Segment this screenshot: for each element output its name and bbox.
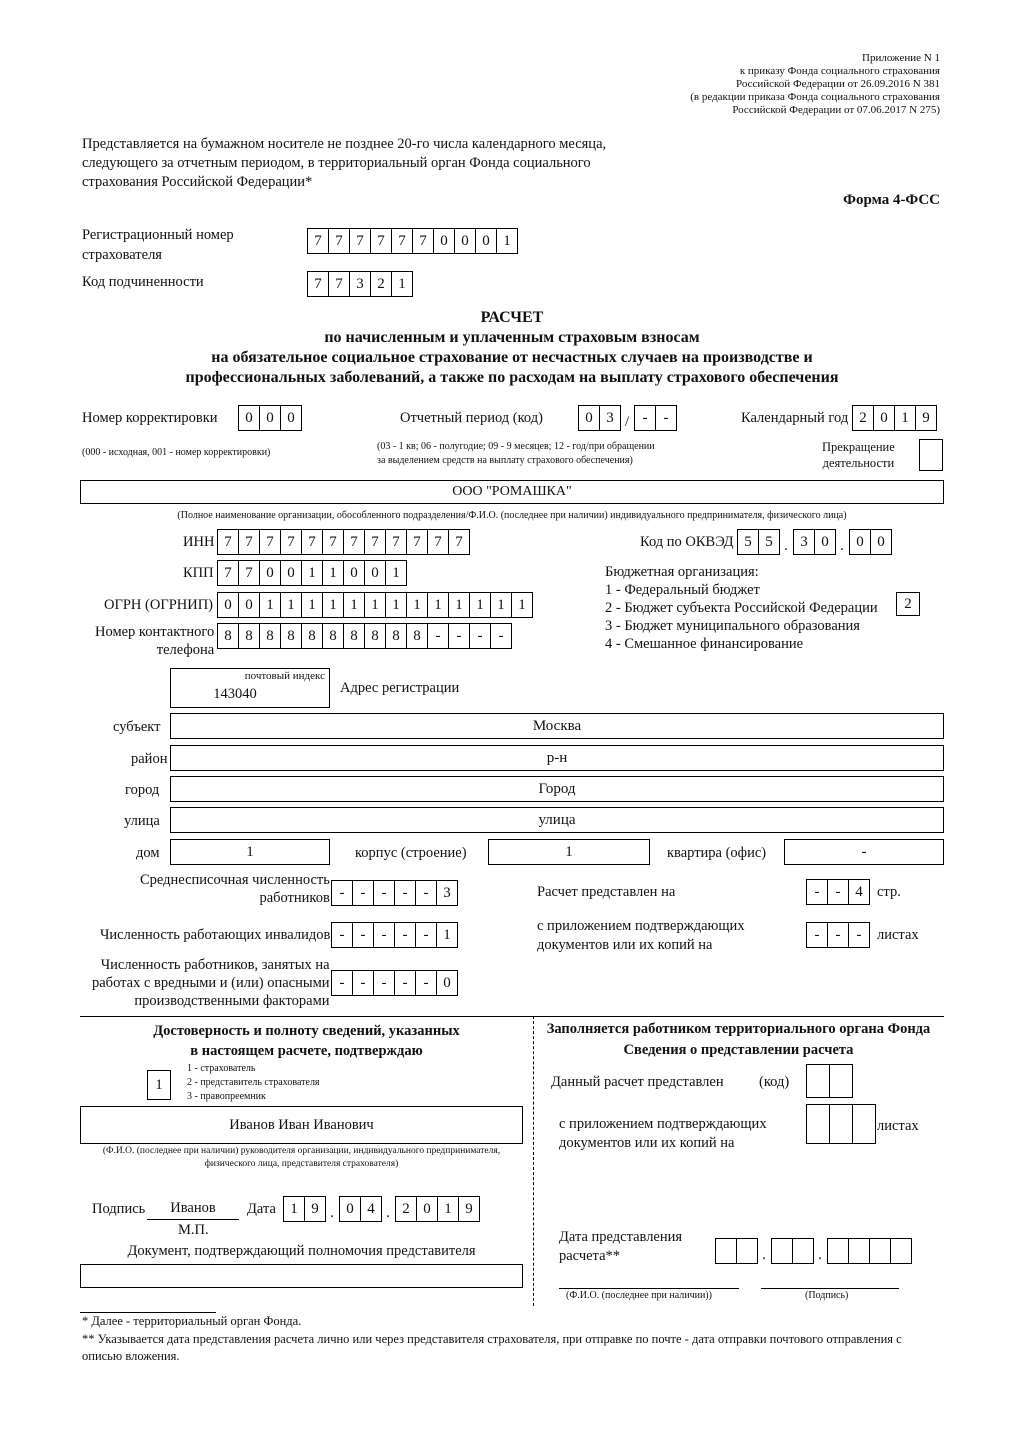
pages-label: Расчет представлен на <box>537 884 676 900</box>
digit-cell[interactable]: 1 <box>301 592 323 618</box>
digit-cell[interactable]: 7 <box>280 529 302 555</box>
appendix-line: к приказу Фонда социального страхования <box>739 65 940 77</box>
digit-cell[interactable] <box>792 1238 814 1264</box>
fund-attach-line: документов или их копий на <box>559 1135 735 1151</box>
signer-fio-field[interactable]: Иванов Иван Иванович <box>80 1106 523 1144</box>
signature-field[interactable]: Иванов <box>147 1200 239 1220</box>
digit-cell[interactable]: 1 <box>322 560 344 586</box>
digit-cell[interactable]: 7 <box>343 529 365 555</box>
district-field[interactable]: р-н <box>170 745 944 771</box>
attach-field[interactable] <box>806 922 869 948</box>
doc-field[interactable] <box>80 1264 523 1288</box>
digit-cell[interactable]: 0 <box>259 560 281 586</box>
fund-attach-label <box>559 1115 767 1153</box>
pages-unit: стр. <box>877 884 901 900</box>
digit-cell[interactable]: - <box>373 970 395 996</box>
separator: . <box>762 1247 766 1263</box>
digit-cell[interactable]: 1 <box>448 592 470 618</box>
fund-attach-cell[interactable] <box>829 1104 853 1144</box>
house-label: дом <box>136 845 160 861</box>
digit-cell[interactable]: 7 <box>328 228 350 254</box>
flat-field[interactable]: - <box>784 839 944 865</box>
digit-cell[interactable] <box>715 1238 737 1264</box>
digit-cell[interactable]: 5 <box>737 529 759 555</box>
budget-option: 3 - Бюджет муниципального образования <box>605 618 860 634</box>
digit-cell[interactable] <box>736 1238 758 1264</box>
digit-cell[interactable]: - <box>806 879 828 905</box>
digit-cell[interactable]: - <box>634 405 656 431</box>
digit-cell[interactable]: 7 <box>238 560 260 586</box>
confirm-type-options <box>187 1062 320 1104</box>
digit-cell[interactable]: 7 <box>427 529 449 555</box>
fio-note-line: (Ф.И.О. (последнее при наличии) руководителя организации, индивидуального предпринимателя, <box>102 1146 501 1156</box>
document-title <box>0 308 1024 388</box>
digit-cell[interactable]: 1 <box>511 592 533 618</box>
digit-cell[interactable]: - <box>394 880 416 906</box>
attach-label <box>537 917 745 955</box>
digit-cell[interactable]: 0 <box>339 1196 361 1222</box>
postal-code-field[interactable] <box>170 668 330 708</box>
footnote-1: * Далее - территориальный орган Фонда. <box>82 1314 302 1328</box>
digit-cell[interactable]: 8 <box>322 623 344 649</box>
fund-code-cell[interactable] <box>829 1064 853 1098</box>
avg-staff-label <box>140 871 330 907</box>
digit-cell[interactable] <box>869 1238 891 1264</box>
digit-cell[interactable]: 1 <box>364 592 386 618</box>
digit-cell[interactable]: 0 <box>475 228 497 254</box>
digit-cell[interactable]: 8 <box>217 623 239 649</box>
period-note-line: за выделением средств на выплату страхового обеспечения) <box>377 455 633 466</box>
intro-line: страхования Российской Федерации* <box>82 174 313 190</box>
phone-label <box>95 623 214 659</box>
digit-cell[interactable]: 0 <box>873 405 895 431</box>
digit-cell[interactable]: 1 <box>322 592 344 618</box>
budget-title: Бюджетная организация: <box>605 564 759 580</box>
fund-presented-label: Данный расчет представлен <box>551 1074 724 1090</box>
digit-cell[interactable]: 3 <box>599 405 621 431</box>
digit-cell[interactable]: 7 <box>217 560 239 586</box>
appendix-line: Российской Федерации от 07.06.2017 N 275) <box>732 104 940 116</box>
digit-cell[interactable]: 8 <box>301 623 323 649</box>
period-note-line: (03 - 1 кв; 06 - полугодие; 09 - 9 месяцев; 12 - год/при обращении <box>377 441 655 452</box>
digit-cell[interactable]: 7 <box>370 228 392 254</box>
digit-cell[interactable]: - <box>490 623 512 649</box>
confirm-option: 2 - представитель страхователя <box>187 1077 320 1088</box>
digit-cell[interactable]: 0 <box>280 405 302 431</box>
digit-cell[interactable]: - <box>373 922 395 948</box>
digit-cell[interactable]: 0 <box>238 405 260 431</box>
digit-cell[interactable]: 7 <box>301 529 323 555</box>
fund-date-line: расчета** <box>559 1248 621 1264</box>
digit-cell[interactable]: - <box>331 880 353 906</box>
fund-attach-cell[interactable] <box>852 1104 876 1144</box>
digit-cell[interactable]: - <box>448 623 470 649</box>
intro-line: следующего за отчетным периодом, в территориальный орган Фонда социального <box>82 155 591 171</box>
separator: / <box>624 414 630 430</box>
digit-cell[interactable]: 1 <box>343 592 365 618</box>
fund-code-label: (код) <box>759 1074 790 1090</box>
period-label: Отчетный период (код) <box>400 410 543 426</box>
confirm-option: 1 - страхователь <box>187 1063 256 1074</box>
confirm-type-field[interactable]: 1 <box>147 1070 171 1100</box>
digit-cell[interactable]: 1 <box>469 592 491 618</box>
digit-cell[interactable]: 1 <box>259 592 281 618</box>
ogrn-label: ОГРН (ОГРНИП) <box>104 597 214 613</box>
digit-cell[interactable]: 7 <box>391 228 413 254</box>
digit-cell[interactable]: 3 <box>793 529 815 555</box>
phone-label-line: телефона <box>156 642 215 658</box>
footnote-divider <box>80 1312 216 1313</box>
termination-checkbox[interactable] <box>919 439 943 471</box>
budget-option: 4 - Смешанное финансирование <box>605 636 804 652</box>
digit-cell[interactable]: 9 <box>458 1196 480 1222</box>
digit-cell[interactable]: - <box>806 922 828 948</box>
digit-cell[interactable]: - <box>373 880 395 906</box>
phone-field[interactable] <box>217 623 511 649</box>
digit-cell[interactable] <box>890 1238 912 1264</box>
appendix-line: Приложение N 1 <box>862 52 940 64</box>
digit-cell[interactable]: 5 <box>758 529 780 555</box>
digit-cell[interactable]: 1 <box>385 592 407 618</box>
fund-fio-line <box>559 1288 739 1289</box>
digit-cell[interactable]: 9 <box>915 405 937 431</box>
budget-option: 2 - Бюджет субъекта Российской Федерации <box>605 600 878 616</box>
digit-cell[interactable]: 0 <box>217 592 239 618</box>
phone-label-line: Номер контактного <box>95 624 215 640</box>
confirm-title-line: Достоверность и полноту сведений, указанных <box>153 1023 460 1039</box>
fund-date-field[interactable] <box>715 1238 911 1264</box>
digit-cell[interactable]: 7 <box>385 529 407 555</box>
district-label: район <box>131 751 168 767</box>
subject-field[interactable]: Москва <box>170 713 944 739</box>
intro-text <box>82 135 606 192</box>
building-label: корпус (строение) <box>355 845 467 861</box>
fund-title <box>533 1019 944 1061</box>
digit-cell[interactable]: 2 <box>852 405 874 431</box>
fund-title-line: Сведения о представлении расчета <box>623 1042 854 1058</box>
digit-cell[interactable]: 1 <box>280 592 302 618</box>
digit-cell[interactable]: 2 <box>395 1196 417 1222</box>
digit-cell[interactable]: - <box>352 970 374 996</box>
avg-staff-label-line: Среднесписочная численность <box>140 872 330 888</box>
attach-unit: листах <box>877 927 919 943</box>
digit-cell[interactable]: 0 <box>578 405 600 431</box>
reg-number-field[interactable] <box>307 228 517 254</box>
reg-label-line: Регистрационный номер <box>82 227 234 243</box>
fund-code-cell[interactable] <box>806 1064 830 1098</box>
separator: . <box>840 538 844 554</box>
street-label: улица <box>124 813 160 829</box>
digit-cell[interactable]: - <box>415 880 437 906</box>
appendix-line: Российской Федерации от 26.09.2016 N 381 <box>735 78 940 90</box>
intro-line: Представляется на бумажном носителе не позднее 20-го числа календарного месяца, <box>82 136 607 152</box>
stamp-label: М.П. <box>178 1222 209 1238</box>
building-field[interactable]: 1 <box>488 839 650 865</box>
appendix-block <box>690 52 940 117</box>
digit-cell[interactable]: 1 <box>436 922 458 948</box>
fund-date-line: Дата представления <box>559 1229 683 1245</box>
digit-cell[interactable]: - <box>352 922 374 948</box>
digit-cell[interactable]: - <box>394 970 416 996</box>
termination-label <box>822 439 895 471</box>
separator: . <box>818 1247 822 1263</box>
digit-cell[interactable]: 0 <box>814 529 836 555</box>
digit-cell[interactable]: 3 <box>436 880 458 906</box>
fund-attach-unit: листах <box>877 1118 919 1134</box>
inn-label: ИНН <box>183 534 215 550</box>
appendix-line: (в редакции приказа Фонда социального страхования <box>690 91 940 103</box>
fund-code-field[interactable] <box>806 1064 853 1098</box>
subject-label: субъект <box>113 719 161 735</box>
digit-cell[interactable]: - <box>827 879 849 905</box>
fund-attach-line: с приложением подтверждающих <box>559 1116 767 1132</box>
address-title: Адрес регистрации <box>340 680 460 696</box>
digit-cell[interactable]: 8 <box>238 623 260 649</box>
avg-staff-field[interactable] <box>331 880 457 906</box>
digit-cell[interactable]: 7 <box>412 228 434 254</box>
digit-cell[interactable]: - <box>394 922 416 948</box>
digit-cell[interactable]: 8 <box>406 623 428 649</box>
digit-cell[interactable] <box>771 1238 793 1264</box>
digit-cell[interactable]: 9 <box>304 1196 326 1222</box>
org-name-note: (Полное наименование организации, обособленного подразделения/Ф.И.О. (последнее при наличии) индивидуального предпринимателя, физического лица) <box>177 510 847 521</box>
harmful-label-line: Численность работников, занятых на <box>100 957 330 973</box>
city-field[interactable]: Город <box>170 776 944 802</box>
footnote-2-line: описью вложения. <box>82 1349 180 1363</box>
postal-label: почтовый индекс <box>244 670 325 682</box>
digit-cell[interactable]: 1 <box>894 405 916 431</box>
digit-cell[interactable] <box>848 1238 870 1264</box>
digit-cell[interactable]: 1 <box>385 560 407 586</box>
confirm-title-line: в настоящем расчете, подтверждаю <box>190 1043 423 1059</box>
ogrn-field[interactable] <box>217 592 532 618</box>
digit-cell[interactable]: 4 <box>360 1196 382 1222</box>
digit-cell[interactable]: 7 <box>364 529 386 555</box>
inn-field[interactable] <box>217 529 469 555</box>
digit-cell[interactable]: 0 <box>436 970 458 996</box>
digit-cell[interactable]: - <box>655 405 677 431</box>
title-line: профессиональных заболеваний, а также по расходам на выплату страхового обеспечения <box>185 369 839 386</box>
period-code-field[interactable] <box>578 405 676 431</box>
section-divider <box>80 1016 944 1017</box>
form-name: Форма 4-ФСС <box>843 192 940 208</box>
digit-cell[interactable]: 0 <box>364 560 386 586</box>
correction-label: Номер корректировки <box>82 410 218 426</box>
digit-cell[interactable]: - <box>331 922 353 948</box>
fund-title-line: Заполняется работником территориального органа Фонда <box>546 1021 931 1037</box>
correction-number-field[interactable] <box>238 405 301 431</box>
confirm-date-field[interactable] <box>283 1196 479 1222</box>
digit-cell[interactable]: 0 <box>238 592 260 618</box>
digit-cell[interactable]: 1 <box>437 1196 459 1222</box>
period-note <box>377 440 655 468</box>
digit-cell[interactable]: - <box>415 922 437 948</box>
house-field[interactable]: 1 <box>170 839 330 865</box>
digit-cell[interactable]: 4 <box>848 879 870 905</box>
correction-note: (000 - исходная, 001 - номер корректировки) <box>82 447 271 458</box>
digit-cell[interactable]: 7 <box>349 228 371 254</box>
digit-cell[interactable]: 0 <box>343 560 365 586</box>
harmful-label <box>92 956 330 1010</box>
date-label: Дата <box>247 1201 276 1217</box>
harmful-label-line: производственными факторами <box>134 993 330 1009</box>
digit-cell[interactable]: 2 <box>370 271 392 297</box>
kpp-field[interactable] <box>217 560 406 586</box>
avg-staff-label-line: работников <box>259 890 330 906</box>
harmful-label-line: работах с вредными и (или) опасными <box>92 975 330 991</box>
budget-option: 1 - Федеральный бюджет <box>605 582 760 598</box>
org-name-field[interactable]: ООО "РОМАШКА" <box>80 480 944 504</box>
title-line: на обязательное социальное страхование от несчастных случаев на производстве и <box>211 349 813 366</box>
separator: . <box>386 1205 390 1221</box>
okved-field[interactable] <box>737 529 891 555</box>
digit-cell[interactable]: - <box>352 880 374 906</box>
digit-cell[interactable]: 7 <box>328 271 350 297</box>
fio-note-line: физического лица, представителя страхователя) <box>204 1159 399 1169</box>
digit-cell[interactable]: 7 <box>322 529 344 555</box>
digit-cell[interactable]: 0 <box>870 529 892 555</box>
fund-fio-note: (Ф.И.О. (последнее при наличии)) <box>566 1290 712 1301</box>
digit-cell[interactable]: 0 <box>454 228 476 254</box>
kpp-label: КПП <box>183 565 214 581</box>
reg-number-label <box>82 225 234 265</box>
harmful-field[interactable] <box>331 970 457 996</box>
digit-cell[interactable]: - <box>848 922 870 948</box>
digit-cell[interactable]: 7 <box>259 529 281 555</box>
attach-label-line: с приложением подтверждающих <box>537 918 745 934</box>
disabled-label: Численность работающих инвалидов <box>100 927 331 943</box>
doc-label: Документ, подтверждающий полномочия представителя <box>127 1243 476 1259</box>
digit-cell[interactable] <box>827 1238 849 1264</box>
footnote-2-line: ** Указывается дата представления расчета лично или через представителя страхователя, при отправке по почте - дата отправки почтового отправления с <box>82 1332 902 1346</box>
attach-label-line: документов или их копий на <box>537 937 713 953</box>
title-line: по начисленным и уплаченным страховым взносам <box>324 329 700 346</box>
fund-attach-field[interactable] <box>806 1104 876 1144</box>
digit-cell[interactable]: 1 <box>283 1196 305 1222</box>
digit-cell[interactable]: 7 <box>217 529 239 555</box>
digit-cell[interactable]: 7 <box>307 271 329 297</box>
pages-field[interactable] <box>806 879 869 905</box>
digit-cell[interactable]: 8 <box>364 623 386 649</box>
budget-options <box>605 563 878 653</box>
digit-cell[interactable]: 8 <box>343 623 365 649</box>
digit-cell[interactable]: - <box>415 970 437 996</box>
digit-cell[interactable]: 8 <box>280 623 302 649</box>
termination-line: деятельности <box>822 456 895 470</box>
termination-line: Прекращение <box>822 440 895 454</box>
subordination-code-field[interactable] <box>307 271 412 297</box>
digit-cell[interactable]: 1 <box>490 592 512 618</box>
separator: . <box>784 538 788 554</box>
postal-value: 143040 <box>213 685 257 702</box>
fund-date-label <box>559 1228 682 1266</box>
confirm-option: 3 - правопреемник <box>187 1091 266 1102</box>
digit-cell[interactable]: 1 <box>427 592 449 618</box>
digit-cell[interactable]: - <box>331 970 353 996</box>
signature-label: Подпись <box>92 1201 146 1217</box>
digit-cell[interactable]: 7 <box>307 228 329 254</box>
flat-label: квартира (офис) <box>667 845 767 861</box>
year-label: Календарный год <box>741 410 849 426</box>
subordination-label: Код подчиненности <box>82 274 204 290</box>
street-field[interactable]: улица <box>170 807 944 833</box>
city-label: город <box>125 782 160 798</box>
digit-cell[interactable]: 0 <box>280 560 302 586</box>
title-line: РАСЧЕТ <box>480 309 544 326</box>
digit-cell[interactable]: - <box>469 623 491 649</box>
digit-cell[interactable]: 1 <box>301 560 323 586</box>
digit-cell[interactable]: 7 <box>406 529 428 555</box>
digit-cell[interactable]: 7 <box>238 529 260 555</box>
digit-cell[interactable]: 0 <box>416 1196 438 1222</box>
year-field[interactable] <box>852 405 936 431</box>
digit-cell[interactable]: 1 <box>391 271 413 297</box>
digit-cell[interactable]: 8 <box>259 623 281 649</box>
fund-attach-cell[interactable] <box>806 1104 830 1144</box>
budget-value-field[interactable]: 2 <box>896 592 920 616</box>
signer-fio-note <box>80 1145 523 1171</box>
separator: . <box>330 1205 334 1221</box>
okved-label: Код по ОКВЭД <box>640 534 734 550</box>
digit-cell[interactable]: 3 <box>349 271 371 297</box>
fund-sign-note: (Подпись) <box>805 1290 849 1301</box>
digit-cell[interactable]: 0 <box>849 529 871 555</box>
fund-sign-line <box>761 1288 899 1289</box>
disabled-field[interactable] <box>331 922 457 948</box>
digit-cell[interactable]: - <box>827 922 849 948</box>
confirm-title <box>80 1021 533 1061</box>
footnote-2 <box>82 1331 902 1365</box>
digit-cell[interactable]: 1 <box>496 228 518 254</box>
reg-label-line: страхователя <box>82 247 162 263</box>
digit-cell[interactable]: 7 <box>448 529 470 555</box>
digit-cell[interactable]: 1 <box>406 592 428 618</box>
digit-cell[interactable]: 0 <box>433 228 455 254</box>
digit-cell[interactable]: - <box>427 623 449 649</box>
digit-cell[interactable]: 0 <box>259 405 281 431</box>
digit-cell[interactable]: 8 <box>385 623 407 649</box>
